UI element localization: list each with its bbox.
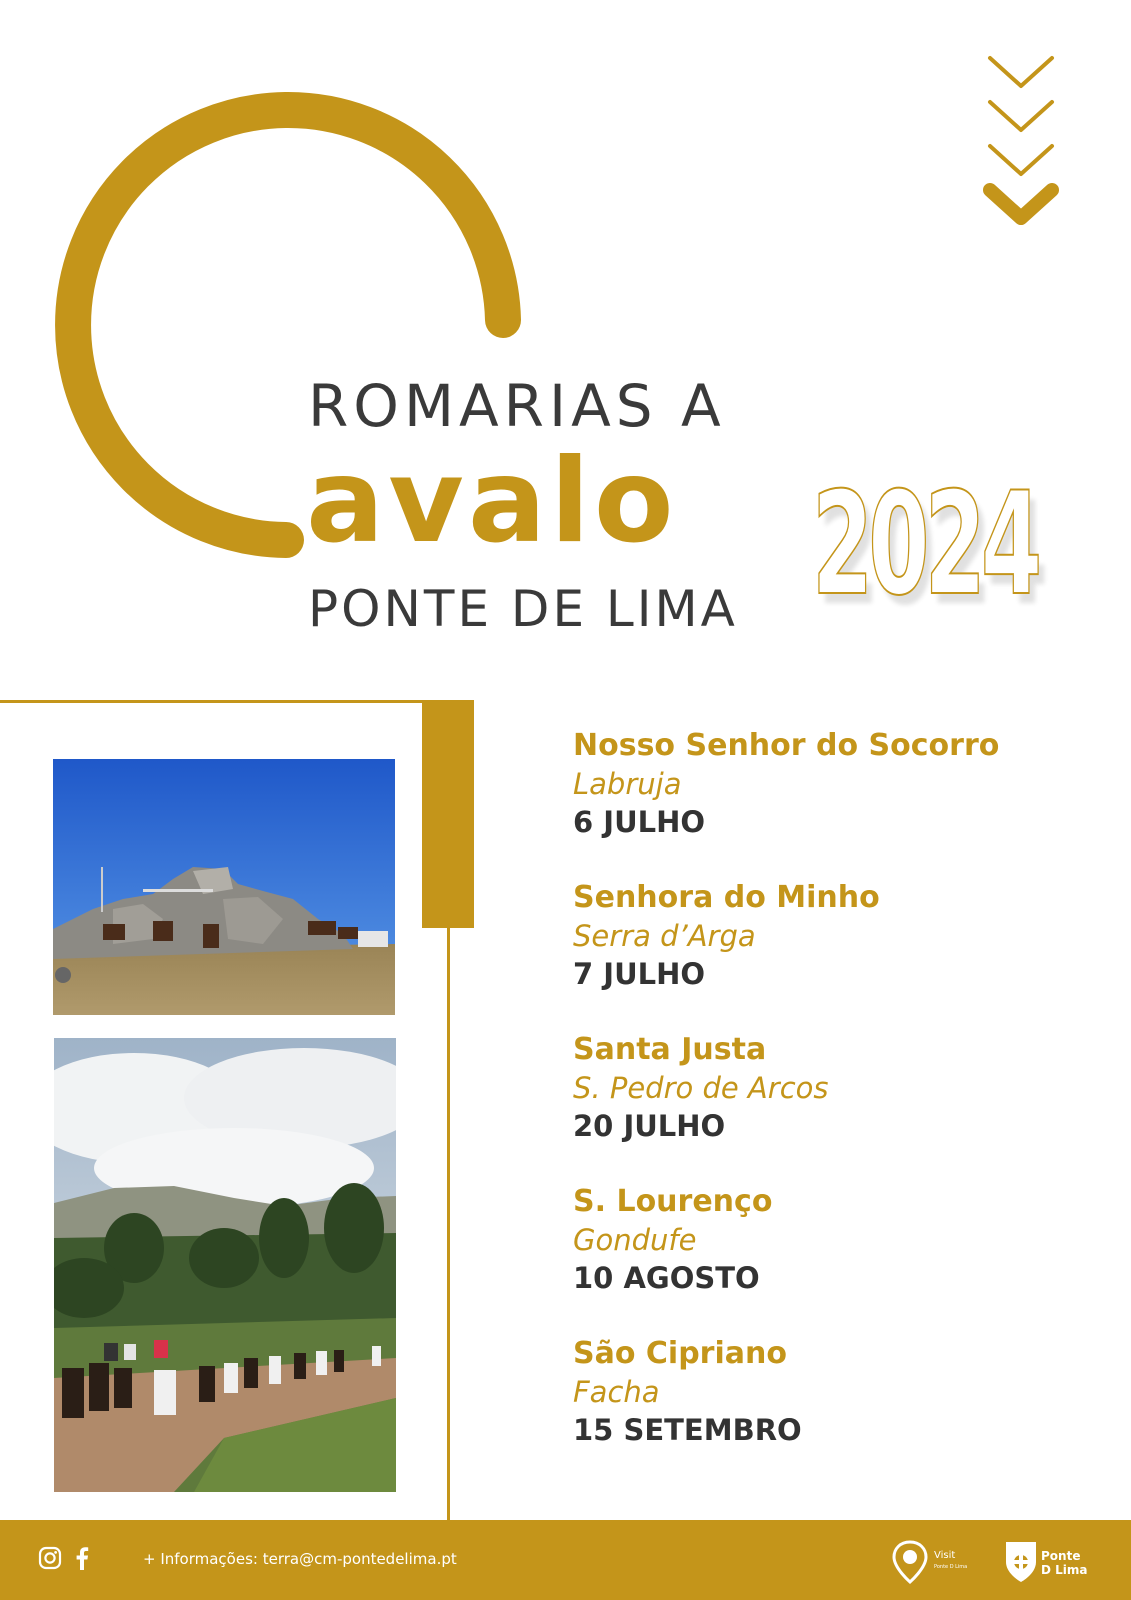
event-place: S. Pedro de Arcos [573,1071,829,1105]
event-name: São Cipriano [573,1336,787,1371]
event-date: 15 SETEMBRO [573,1413,802,1447]
rock-outcrop-horses-photo [53,759,395,1015]
frame-horizontal-line [0,700,450,703]
svg-text:Ponte D Lima: Ponte D Lima [934,1564,968,1570]
title-avalo: avalo [306,434,678,569]
event-item [573,1031,1113,1183]
event-item [573,727,1113,879]
events-list [573,727,1113,1487]
event-item [573,879,1113,1031]
instagram-icon[interactable] [38,1546,62,1570]
footer-bar [0,1520,1131,1600]
riders-mountain-trail-photo [54,1038,396,1492]
svg-text:D Lima: D Lima [1041,1563,1088,1577]
event-name: Nosso Senhor do Socorro [573,728,1000,763]
event-date: 10 AGOSTO [573,1261,760,1295]
year-label: 2024 [812,462,1038,627]
event-name: Santa Justa [573,1032,767,1067]
visit-ponte-de-lima-logo [892,1538,982,1588]
contact-info: + Informações: terra@cm-pontedelima.pt [143,1550,457,1568]
event-name: Senhora do Minho [573,880,880,915]
title-ponte-de-lima: PONTE DE LIMA [308,580,738,638]
event-date: 6 JULHO [573,805,706,839]
svg-text:Visit: Visit [934,1550,956,1561]
event-place: Gondufe [573,1223,697,1257]
facebook-icon[interactable] [74,1546,90,1570]
event-place: Labruja [573,767,682,801]
stacked-chevron-down-icon [990,58,1052,218]
event-item [573,1335,1113,1487]
event-name: S. Lourenço [573,1184,773,1219]
event-date: 7 JULHO [573,957,706,991]
frame-vertical-line [447,700,450,1522]
svg-text:Ponte: Ponte [1041,1549,1081,1563]
event-date: 20 JULHO [573,1109,726,1143]
event-place: Serra d’Arga [573,919,756,953]
event-item [573,1183,1113,1335]
event-place: Facha [573,1375,660,1409]
municipality-logo [1003,1538,1103,1588]
title-romarias: ROMARIAS A [308,372,726,440]
